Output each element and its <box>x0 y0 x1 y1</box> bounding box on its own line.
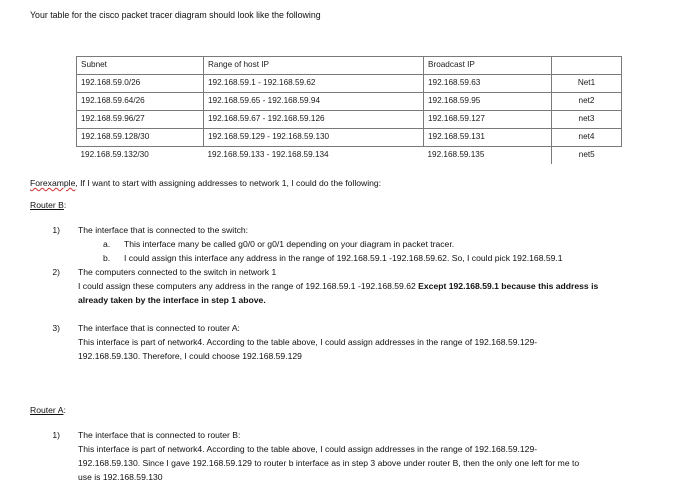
ra-item1-line4: use is 192.168.59.130 <box>78 472 163 482</box>
router-a-title: Router A <box>30 405 64 415</box>
sub-item-label: b. <box>103 253 111 263</box>
misspelled-word: Forexample <box>30 178 76 188</box>
item-number: 1) <box>52 430 60 440</box>
item-number: 3) <box>52 323 60 333</box>
router-a-colon: : <box>63 405 66 415</box>
cell-broadcast: 192.168.59.95 <box>424 93 552 111</box>
table-row <box>77 129 622 147</box>
header-network <box>552 57 622 75</box>
cell-subnet: 192.168.59.0/26 <box>77 75 204 93</box>
router-b-title: Router B <box>30 200 64 210</box>
cell-network: net5 <box>552 147 622 165</box>
cell-range: 192.168.59.129 - 192.168.59.130 <box>204 129 424 147</box>
router-b-heading <box>30 200 66 211</box>
cell-broadcast: 192.168.59.63 <box>424 75 552 93</box>
cell-broadcast: 192.168.59.131 <box>424 129 552 147</box>
rb-item2-line2-plain: I could assign these computers any address in the range of 192.168.59.1 -192.168.59.62 <box>78 281 419 291</box>
router-a-heading <box>30 405 66 416</box>
cell-subnet: 192.168.59.64/26 <box>77 93 204 111</box>
header-range: Range of host IP <box>204 57 424 75</box>
table-row <box>77 147 622 165</box>
sub-item-label: a. <box>103 239 111 249</box>
intro-text: Your table for the cisco packet tracer diagram should look like the following <box>30 10 321 20</box>
example-rest: , If I want to start with assigning addresses to network 1, I could do the following: <box>75 178 382 188</box>
table-row <box>77 111 622 129</box>
rb-item2-line3: already taken by the interface in step 1 above. <box>78 295 266 305</box>
router-b-colon: : <box>63 200 67 210</box>
cell-broadcast: 192.168.59.127 <box>424 111 552 129</box>
ra-item1-line2: This interface is part of network4. According to the table above, I could assign addresses in the range of 192.168.59.129- <box>78 444 538 454</box>
rb-item3-line3: 192.168.59.130. Therefore, I could choose 192.168.59.129 <box>78 351 302 361</box>
rb-item3-line2: This interface is part of network4. According to the table above, I could assign addresses in the range of 192.168.59.129- <box>78 337 538 347</box>
cell-network: net3 <box>552 111 622 129</box>
header-broadcast: Broadcast IP <box>424 57 552 75</box>
rb-item1-b-text: I could assign this interface any address in the range of 192.168.59.1 -192.168.59.62. So, I could pick 192.168.59.1 <box>124 253 563 263</box>
cell-network: net2 <box>552 93 622 111</box>
cell-range: 192.168.59.1 - 192.168.59.62 <box>204 75 424 93</box>
table-row <box>77 93 622 111</box>
cell-subnet: 192.168.59.132/30 <box>77 147 204 165</box>
cell-range: 192.168.59.133 - 192.168.59.134 <box>204 147 424 165</box>
cell-range: 192.168.59.65 - 192.168.59.94 <box>204 93 424 111</box>
cell-broadcast: 192.168.59.135 <box>424 147 552 165</box>
table-header-row <box>77 57 622 75</box>
subnet-table <box>76 56 622 164</box>
ra-item1-line3: 192.168.59.130. Since I gave 192.168.59.129 to router b interface as in step 3 above under router B, then the only one left for me to <box>78 458 580 468</box>
header-subnet: Subnet <box>77 57 204 75</box>
rb-item2-line2-bold: Except 192.168.59.1 because this address is <box>418 281 599 291</box>
ra-item1-line1: The interface that is connected to router B: <box>78 430 241 440</box>
cell-network: Net1 <box>552 75 622 93</box>
item-number: 1) <box>52 225 60 235</box>
rb-item3-line1: The interface that is connected to router A: <box>78 323 240 333</box>
cell-network: net4 <box>552 129 622 147</box>
cell-range: 192.168.59.67 - 192.168.59.126 <box>204 111 424 129</box>
rb-item1-a-text: This interface many be called g0/0 or g0/1 depending on your diagram in packet tracer. <box>124 239 455 249</box>
table-row <box>77 75 622 93</box>
rb-item1-text: The interface that is connected to the switch: <box>78 225 249 235</box>
item-number: 2) <box>52 267 60 277</box>
rb-item2-line1: The computers connected to the switch in network 1 <box>78 267 277 277</box>
rb-item2-line2 <box>78 281 598 292</box>
cell-subnet: 192.168.59.128/30 <box>77 129 204 147</box>
example-sentence <box>30 178 381 189</box>
cell-subnet: 192.168.59.96/27 <box>77 111 204 129</box>
